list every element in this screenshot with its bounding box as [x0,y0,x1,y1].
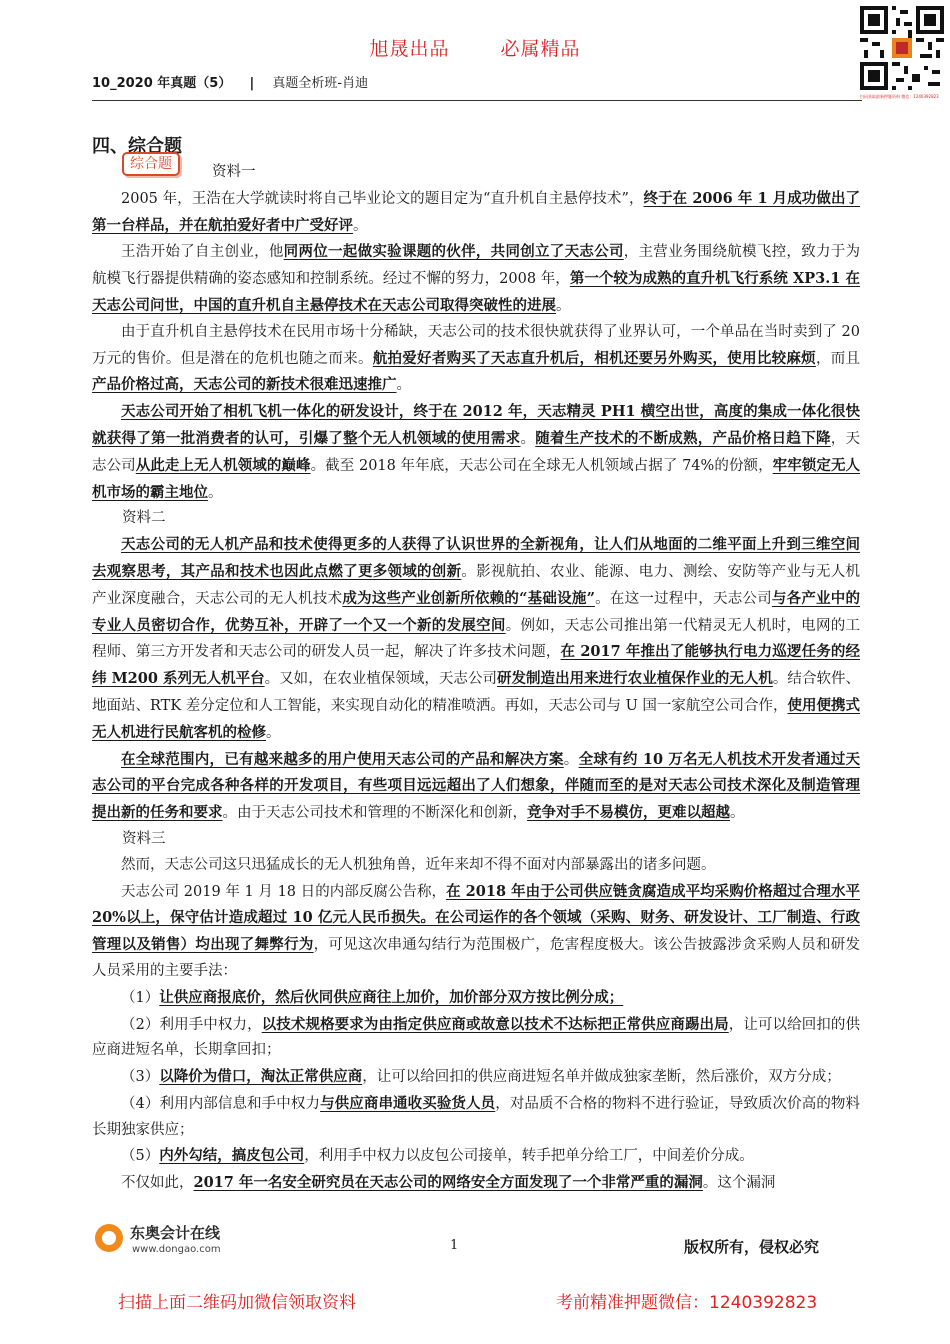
highlight: 以技术规格要求为由指定供应商或故意以技术不达标把正常供应商踢出局 [261,1015,729,1033]
highlight: 天志公司的无人机产品和技术使得更多的人获得了认识世界的全新视角，让人们从地面的二维平面上升到三维空间去观察思考，其产品和技术也因此点燃了更多领域的创新 [92,536,860,580]
highlight: 航拍爱好者购买了天志直升机后，相机还要另外购买，使用比较麻烦 [372,349,816,367]
material-label: 资料二 [122,510,166,527]
qr-note: 扫码获取最新押题资料 微信：1240392823 [860,94,939,99]
paragraph: 天志公司 2019 年 1 月 18 日的内部反腐公告称，在 2018 年由于公司供应链贪腐造成平均采购价格超过合理水平 20%以上，保守估计造成超过 10 亿元人民币损失。在公司运作的各个领域（采购、财务、研发设计、工厂制造、行政管理以及销售）均出现了舞弊行为，可见这次串通勾结行为范围极广，危害程度极大。该公告披露涉贪采购人员和研发人员采用的主要手法： [92,882,861,979]
promo-right: 考前精准押题微信：1240392823 [556,1293,818,1313]
logo-text: 东奥会计在线 [130,1224,221,1242]
header-separator: | [249,76,255,91]
paragraph: 2005 年，王浩在大学就读时将自己毕业论文的题目定为“直升机自主悬停技术”，终于在 2006 年 1 月成功做出了第一台样品，并在航拍爱好者中广受好评。 [92,189,861,234]
highlight: 全球有约 10 万名无人机技术开发者通过天志公司的平台完成各种各样的开发项目，有些项目远远超出了人们想象，伴随而至的是对天志公司技术深化及制造管理提出新的任务和要求 [92,750,861,822]
highlight: 在 2018 年由于公司供应链贪腐造成平均采购价格超过合理水平 20%以上，保守估计造成超过 10 亿元人民币损失。在公司运作的各个领域（采购、财务、研发设计、工厂制造、行政管理以及销售）均出现了舞弊行为 [92,882,860,954]
highlight: 天志公司开始了相机飞机一体化的研发设计，终于在 2012 年，天志精灵 PH1 横空出世，高度的集成一体化很快就获得了第一批消费者的认可，引爆了整个无人机领域的使用需求 [92,403,860,447]
highlight: 终于在 2006 年 1 月成功做出了第一台样品，并在航拍爱好者中广受好评 [92,189,861,234]
highlight: 在 2017 年推出了能够执行电力巡逻任务的经纬 M200 系列无人机平台 [92,643,861,688]
highlight: 2017 年一名安全研究员在天志公司的网络安全方面发现了一个非常严重的漏洞 [193,1174,703,1192]
top-banner [0,34,950,61]
highlight: 竞争对手不易模仿，更难以超越 [527,804,730,822]
logo-url: www.dongao.com [132,1244,221,1255]
highlight: 牢牢锁定无人机市场的霸主地位 [92,456,861,501]
paragraph: 天志公司开始了相机飞机一体化的研发设计，终于在 2012 年，天志精灵 PH1 横空出世，高度的集成一体化很快就获得了第一批消费者的认可，引爆了整个无人机领域的使用需求。随着生产技术的不断成熟，产品价格日趋下降，天志公司从此走上无人机领域的巅峰。截至 2018 年年底，天志公司在全球无人机领域占据了 74%的份额，牢牢锁定无人机市场的霸主地位。 [92,403,861,501]
list-item: （4）利用内部信息和手中权力与供应商串通收买验货人员，对品质不合格的物料不进行验证，导致质次价高的物料长期独家供应； [92,1094,861,1138]
list-item: （2）利用手中权力，以技术规格要求为由指定供应商或故意以技术不达标把正常供应商踢出局，让可以给回扣的供应商进短名单，长期拿回扣； [92,1015,860,1059]
page-number: 1 [450,1238,459,1253]
highlight: 产品价格过高，天志公司的新技术很难迅速推广 [92,376,397,394]
material-label: 资料一 [212,164,256,180]
highlight: 与各产业中的专业人员密切合作，优势互补，开辟了一个又一个新的发展空间 [92,589,861,634]
highlight: 随着生产技术的不断成熟，产品价格日趋下降 [535,429,831,447]
banner-left: 旭晟出品 [369,38,450,60]
highlight: 研发制造出用来进行农业植保作业的无人机 [496,670,773,688]
list-item: （1）让供应商报底价，然后伙同供应商往上加价，加价部分双方按比例分成； [121,988,624,1006]
paragraph: 由于直升机自主悬停技术在民用市场十分稀缺，天志公司的技术很快就获得了业界认可，一个单品在当时卖到了 20 万元的售价。但是潜在的危机也随之而来。航拍爱好者购买了天志直升机后，相机还要另外购买，使用比较麻烦，而且产品价格过高，天志公司的新技术很难迅速推广。 [92,323,861,394]
section-title: 四、综合题 [92,136,182,157]
highlight: 同两位一起做实验课题的伙伴，共同创立了天志公司 [283,243,624,261]
logo-icon-inner [102,1231,116,1245]
highlight: 让供应商报底价，然后伙同供应商往上加价，加价部分双方按比例分成； [159,988,624,1006]
page-header [92,72,368,91]
highlight: 成为这些产业创新所依赖的“基础设施” [342,589,595,607]
header-exam: 10_2020 年真题（5） [92,76,232,91]
list-item: （5）内外勾结，搞皮包公司，利用手中权力以皮包公司接单，转手把单分给工厂，中间差价分成。 [121,1147,754,1165]
highlight: 从此走上无人机领域的巅峰 [135,456,311,474]
highlight: 在全球范围内，已有越来越多的用户使用天志公司的产品和解决方案 [121,750,564,768]
list-item: （3）以降价为借口，淘汰正常供应商，让可以给回扣的供应商进短名单并做成独家垄断，然后涨价，双方分成； [121,1068,841,1086]
paragraph: 王浩开始了自主创业，他同两位一起做实验课题的伙伴，共同创立了天志公司，主营业务围绕航模飞控，致力于为航模飞行器提供精确的姿态感知和控制系统。经过不懈的努力，2008 年，第一个较为成熟的直升机飞行系统 XP3.1 在天志公司问世，中国的直升机自主悬停技术在天志公司取得突破性的进展。 [92,243,861,314]
highlight: 内外勾结，搞皮包公司 [159,1147,305,1165]
highlight: 第一个较为成熟的直升机飞行系统 XP3.1 在天志公司问世，中国的直升机自主悬停技术在天志公司取得突破性的进展 [92,270,860,314]
banner-right: 必属精品 [500,38,581,60]
paragraph: 然而，天志公司这只迅猛成长的无人机独角兽，近年来却不得不面对内部暴露出的诸多问题。 [121,856,716,873]
highlight: 以降价为借口，淘汰正常供应商 [159,1068,363,1086]
paragraph: 天志公司的无人机产品和技术使得更多的人获得了认识世界的全新视角，让人们从地面的二维平面上升到三维空间去观察思考，其产品和技术也因此点燃了更多领域的创新。影视航拍、农业、能源、电力、测绘、安防等产业与无人机产业深度融合，天志公司的无人机技术成为这些产业创新所依赖的“基础设施”。在这一过程中，天志公司与各产业中的专业人员密切合作，优势互补，开辟了一个又一个新的发展空间。例如，天志公司推出第一代精灵无人机时，电网的工程师、第三方开发者和天志公司的研发人员一起，解决了许多技术问题，在 2017 年推出了能够执行电力巡逻任务的经纬 M200 系列无人机平台。又如，在农业植保领域，天志公司研发制造出用来进行农业植保作业的无人机。结合软件、地面站、RTK 差分定位和人工智能，来实现自动化的精准喷洒。再如，天志公司与 U 国一家航空公司合作，使用便携式无人机进行民航客机的检修。 [92,536,861,741]
promo-left: 扫描上面二维码加微信领取资料 [118,1293,356,1313]
question-type-tag: 综合题 [122,152,180,176]
paragraph: 在全球范围内，已有越来越多的用户使用天志公司的产品和解决方案。全球有约 10 万名无人机技术开发者通过天志公司的平台完成各种各样的开发项目，有些项目远远超出了人们想象，伴随而至的是对天志公司技术深化及制造管理提出新的任务和要求。由于天志公司技术和管理的不断深化和创新，竞争对手不易模仿，更难以超越。 [92,750,861,822]
copyright-notice: 版权所有，侵权必究 [684,1238,820,1256]
material-label: 资料三 [122,830,166,847]
header-course: 真题全析班-肖迪 [272,76,369,91]
qr-code-icon [860,6,944,90]
highlight: 使用便携式无人机进行民航客机的检修 [92,696,861,741]
paragraph: 不仅如此，2017 年一名安全研究员在天志公司的网络安全方面发现了一个非常严重的漏洞。这个漏洞 [121,1174,776,1192]
highlight: 与供应商串通收买验货人员 [320,1094,496,1112]
header-divider [92,100,862,101]
document-body [92,160,860,1197]
